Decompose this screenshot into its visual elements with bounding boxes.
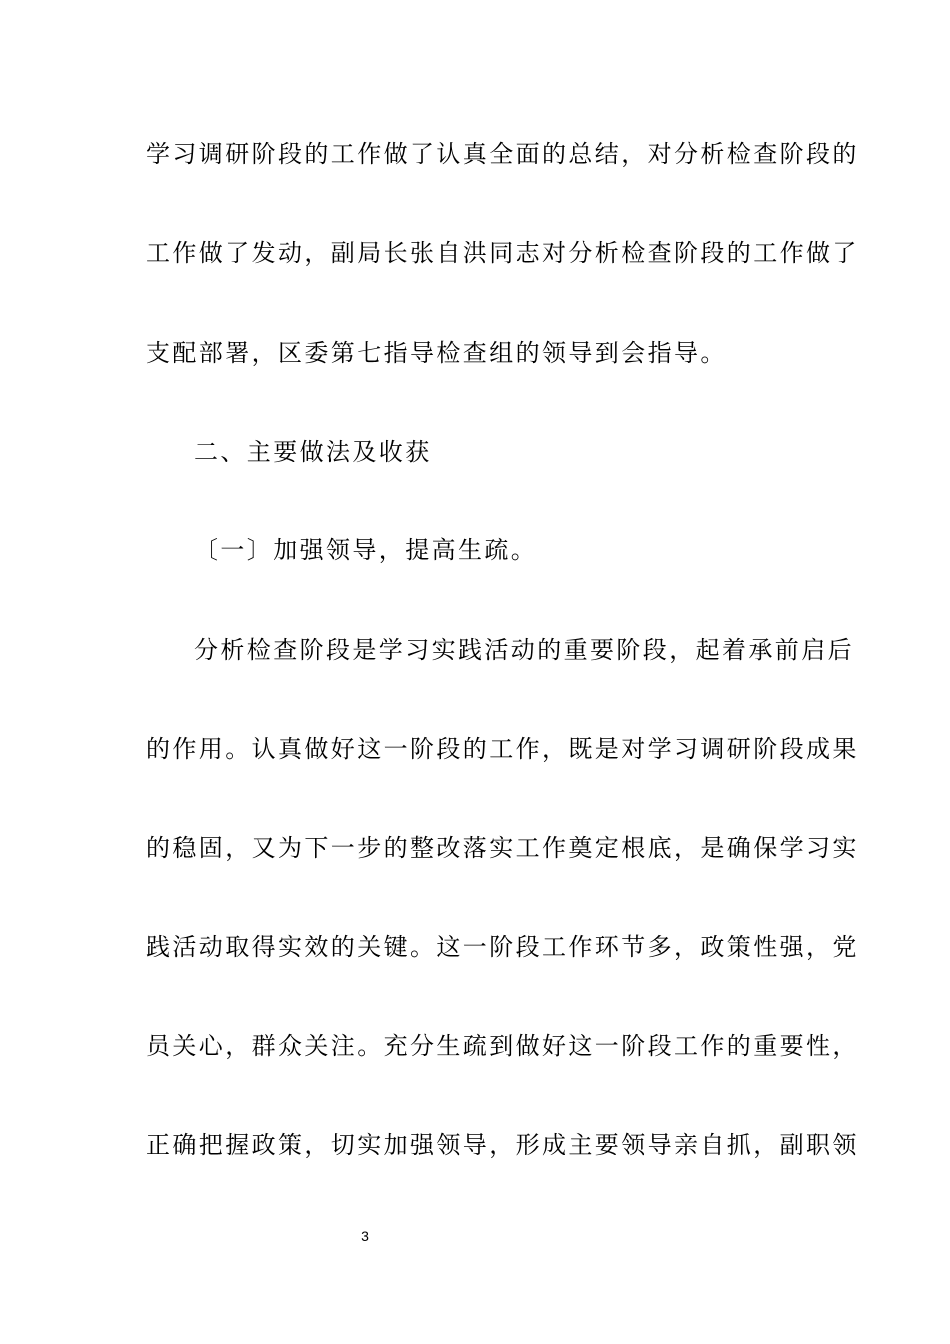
paragraph-line: 践活动取得实效的关键。这一阶段工作环节多，政策性强，党 (146, 933, 859, 961)
paragraph-line: 的作用。认真做好这一阶段的工作，既是对学习调研阶段成果 (146, 735, 859, 763)
paragraph-line: 的稳固，又为下一步的整改落实工作奠定根底，是确保学习实 (146, 834, 859, 862)
section-heading: 二、主要做法及收获 (194, 438, 432, 466)
paragraph-line: 正确把握政策，切实加强领导，形成主要领导亲自抓，副职领 (146, 1131, 859, 1159)
subsection-heading: 〔一〕加强领导，提高生疏。 (194, 536, 538, 564)
paragraph-line: 分析检查阶段是学习实践活动的重要阶段，起着承前启后 (194, 636, 854, 664)
paragraph-line: 支配部署，区委第七指导检查组的领导到会指导。 (146, 339, 727, 367)
paragraph-line: 学习调研阶段的工作做了认真全面的总结，对分析检查阶段的 (146, 140, 859, 168)
page-number: 3 (361, 1228, 369, 1244)
paragraph-line: 工作做了发动，副局长张自洪同志对分析检查阶段的工作做了 (146, 239, 859, 267)
paragraph-line: 员关心，群众关注。充分生疏到做好这一阶段工作的重要性， (146, 1032, 859, 1060)
